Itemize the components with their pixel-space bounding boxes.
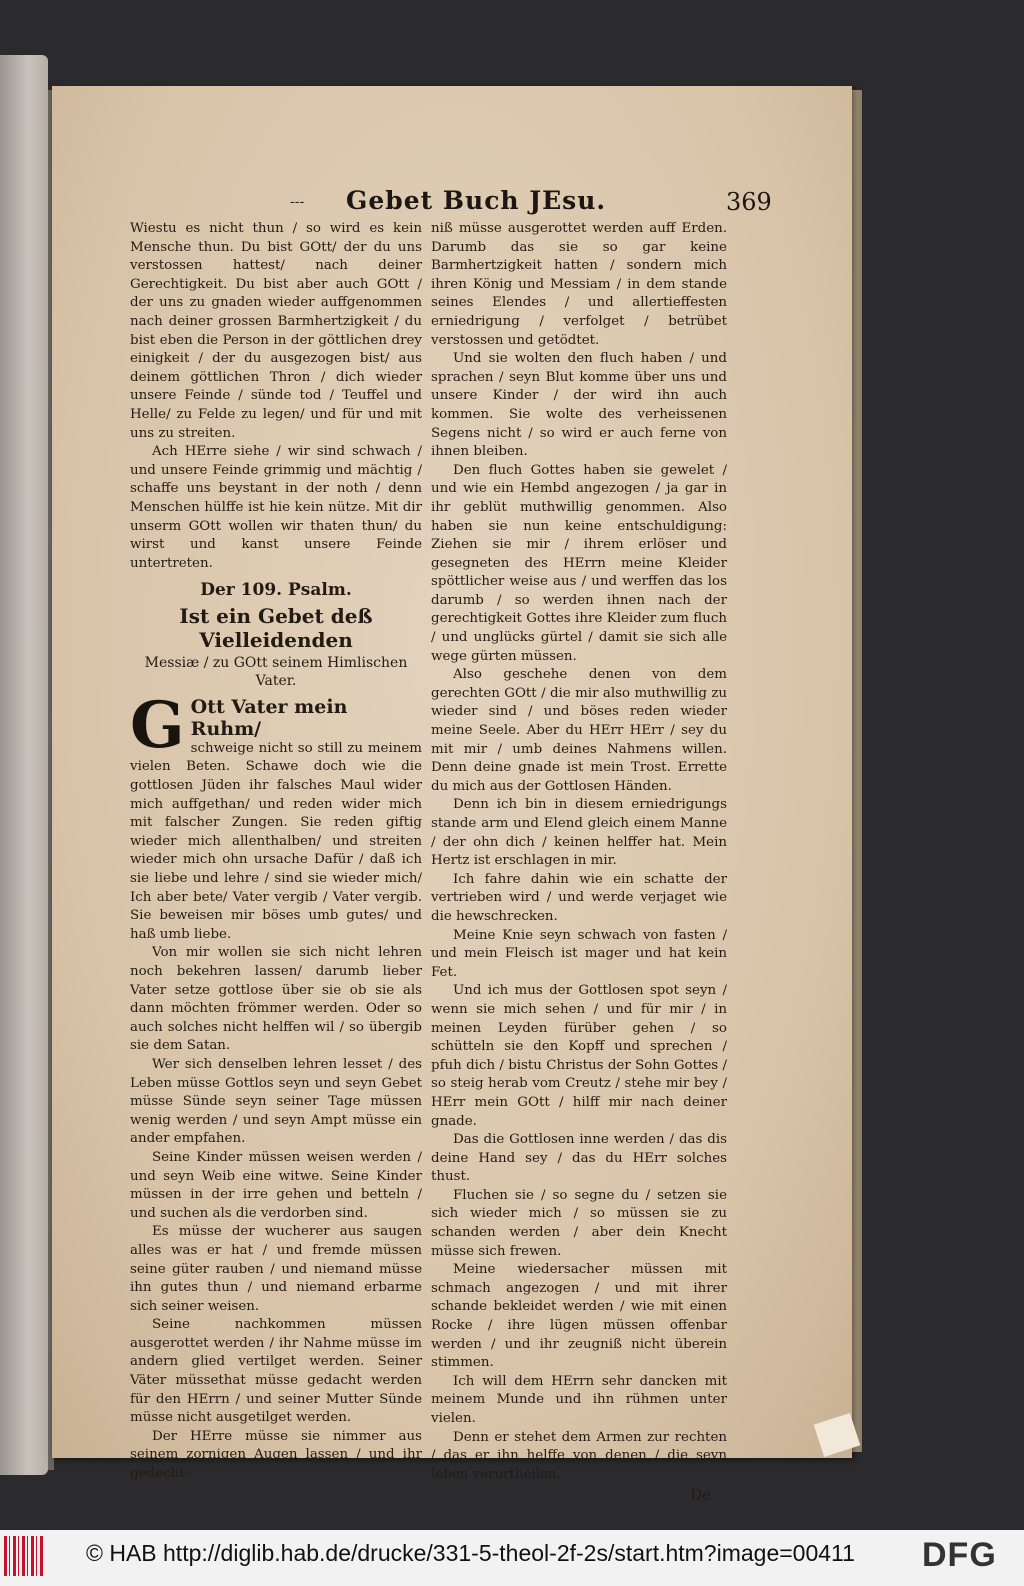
paragraph: Ich fahre dahin wie ein schatte der vertrieben wird / und werde verjaget wie die hewschrecken. — [431, 871, 727, 924]
right-column — [431, 220, 727, 1505]
paragraph: schweige nicht so still zu meinem vielen Beten. Schawe doch wie die gottlosen Jüden ihr falsches Maul wider mich auffgethan/ und reden wider mich mit falscher Zungen. Sie reden giftig wieder mich allenthalben/ und streiten wieder mich ohn ursache Dafür / daß ich sie liebe und lehre / sind sie wieder mich/ Ich aber bete/ Vater vergib / Vater vergib. Sie beweisen mir böses umb gutes/ und haß umb liebe. — [130, 740, 422, 942]
paragraph: Seine nachkommen müssen ausgerottet werden / ihr Nahme müsse im andern glied vertilget werden. Seiner Väter müssethat müsse gedacht werden für den HErrn / und seiner Mutter Sünde müsse nicht ausgetilget werden. — [130, 1317, 422, 1426]
paragraph: Denn ich bin in diesem erniedrigungs stande arm und Elend gleich einem Manne / der ohn dich / keinen helffer hat. Mein Hertz ist erschlagen in mir. — [431, 797, 727, 869]
footer-bar — [0, 1530, 1024, 1586]
paragraph: Meine wiedersacher müssen mit schmach angezogen / und mit ihrer schande bekleidet werden / wie mit einen Rocke / ihre lügen müssen offenbar werden / und ihr zeugniß nicht überein stimmen. — [431, 1262, 727, 1371]
previous-page-edge — [0, 55, 48, 1475]
drop-capital: G — [130, 687, 185, 763]
paragraph: Es müsse der wucherer aus saugen alles was er hat / und fremde müssen seine güter rauben / und niemand müsse ihn gutes thun / und niemand erbarme sich seiner weisen. — [130, 1224, 422, 1314]
paragraph: Von mir wollen sie sich nicht lehren noch bekehren lassen/ darumb lieber Vater setze gottlose über sie ob sie als dann möchten frömmer werden. Oder so auch solches nicht helffen wil / so übergib sie dem Satan. — [130, 945, 422, 1054]
psalm-title: Ist ein Gebet deß Vielleidenden — [179, 603, 373, 652]
paragraph: niß müsse ausgerottet werden auff Erden. Darumb das sie so gar keine Barmhertzigkeit hatten / sondern mich ihren König und Messiam / in dem stande seines Elendes / und allertieffesten erniedrigung / verfolget / betrübet verstossen und getödtet. — [431, 221, 727, 348]
paragraph: Das die Gottlosen inne werden / das dis deine Hand sey / das du HErr solches thust. — [431, 1132, 727, 1185]
paragraph: Und sie wolten den fluch haben / und sprachen / seyn Blut komme über uns und unsere Kinder / der wird ihn auch kommen. Sie wolte des verheissenen Segens nicht / so wird er auch ferne von ihnen bleiben. — [431, 351, 727, 460]
paragraph: Und ich mus der Gottlosen spot seyn / wenn sie mich sehen / und für mir / in meinen Leyden fürüber gehen / so schütteln sie den Kopff und sprechen / pfuh dich / bistu Christus der Sohn Gottes / so steig herab vom Creutz / stehe mir bey / HErr mein GOtt / hilff mir nach deiner gnade. — [431, 983, 727, 1129]
paragraph: Den fluch Gottes haben sie gewelet / und wie ein Hembd angezogen / ja gar in ihr geblüt muthwillig genommen. Also haben sie nun keine entschuldigung: Ziehen sie mir / ihrem erlöser und gesegneten des HErrn meine Kleider spöttlicher weise aus / und werffen das los darumb / so werden ihnen nach der gerechtigkeit Gottes ihre Kleider zum fluch / und unglücks gürtel / damit sie sich alle wege gürten müssen. — [431, 462, 727, 664]
paragraph: Ach HErre siehe / wir sind schwach / und unsere Feinde grimmig und mächtig / schaffe uns beystant in der noth / denn Menschen hülffe ist hie kein nütze. Mit dir unserm GOtt wollen wir thaten thun/ du wirst und kanst unsere Feinde untertreten. — [130, 444, 422, 571]
page-number: 369 — [726, 188, 772, 216]
barcode-icon — [4, 1536, 44, 1576]
header-ornament: --- — [290, 194, 305, 210]
paragraph: Wiestu es nicht thun / so wird es kein Mensche thun. Du bist GOtt/ der du uns verstossen hattest/ nach deiner Gerechtigkeit. Du bist aber auch GOtt / der uns zu gnaden wieder auffgenommen nach deiner grossen Barmhertzigkeit / du bist eben die Person in der göttlichen drey einigkeit / der du ausgezogen bist/ aus deinem göttlichen Thron / dich wieder unsere Feinde / sünde tod / Teuffel und Helle/ zu Felde zu legen/ und für und mit uns zu streiten. — [130, 221, 422, 441]
paragraph: Denn er stehet dem Armen zur rechten / das er ihn helffe von denen / die seyn leben verurtheilen. — [431, 1429, 727, 1482]
paragraph: Meine Knie seyn schwach von fasten / und mein Fleisch ist mager und hat kein Fet. — [431, 927, 727, 980]
psalm-heading: Der 109. Psalm. — [200, 580, 352, 601]
psalm-subtitle: Messiæ / zu GOtt seinem Himlischen Vater. — [144, 654, 408, 689]
dfg-logo: DFG — [922, 1536, 997, 1574]
copyright-link[interactable]: © HAB http://diglib.hab.de/drucke/331-5-theol-2f-2s/start.htm?image=00411 — [86, 1540, 855, 1566]
paragraph: Fluchen sie / so segne du / setzen sie sich wieder mich / so müssen sie zu schanden werden / aber dein Knecht müsse sich frewen. — [431, 1187, 727, 1259]
psalm-opening — [130, 687, 422, 945]
paragraph: Seine Kinder müssen weisen werden / und seyn Weib eine witwe. Seine Kinder müssen in der irre gehen und betteln / und suchen als die verdorben sind. — [130, 1149, 422, 1221]
catchword: De — [690, 1486, 711, 1505]
left-column — [130, 220, 422, 1484]
opening-line: Ott Vater mein Ruhm/ — [190, 695, 348, 740]
paragraph: Wer sich denselben lehren lesset / des Leben müsse Gottlos seyn und seyn Gebet müsse Sünde seyn seiner Tage müssen wenig werden / und seyn Ampt müsse ein ander empfahen. — [130, 1056, 422, 1147]
paragraph: Der HErre müsse sie nimmer aus seinem zornigen Augen lassen / und ihr gedecht- — [130, 1428, 422, 1482]
running-title: Gebet Buch JEsu. — [346, 186, 607, 215]
paragraph: Ich will dem HErrn sehr dancken mit meinem Munde und ihn rühmen unter vielen. — [431, 1373, 727, 1426]
paragraph: Also geschehe denen von dem gerechten GOtt / die mir also muthwillig zu wieder sind / und böses reden wieder meine Seele. Aber du HErr HErr / sey du mit mir / umb deines Nahmens willen. Denn deine gnade ist mein Trost. Errette du mich aus der Gottlosen Händen. — [431, 667, 727, 794]
